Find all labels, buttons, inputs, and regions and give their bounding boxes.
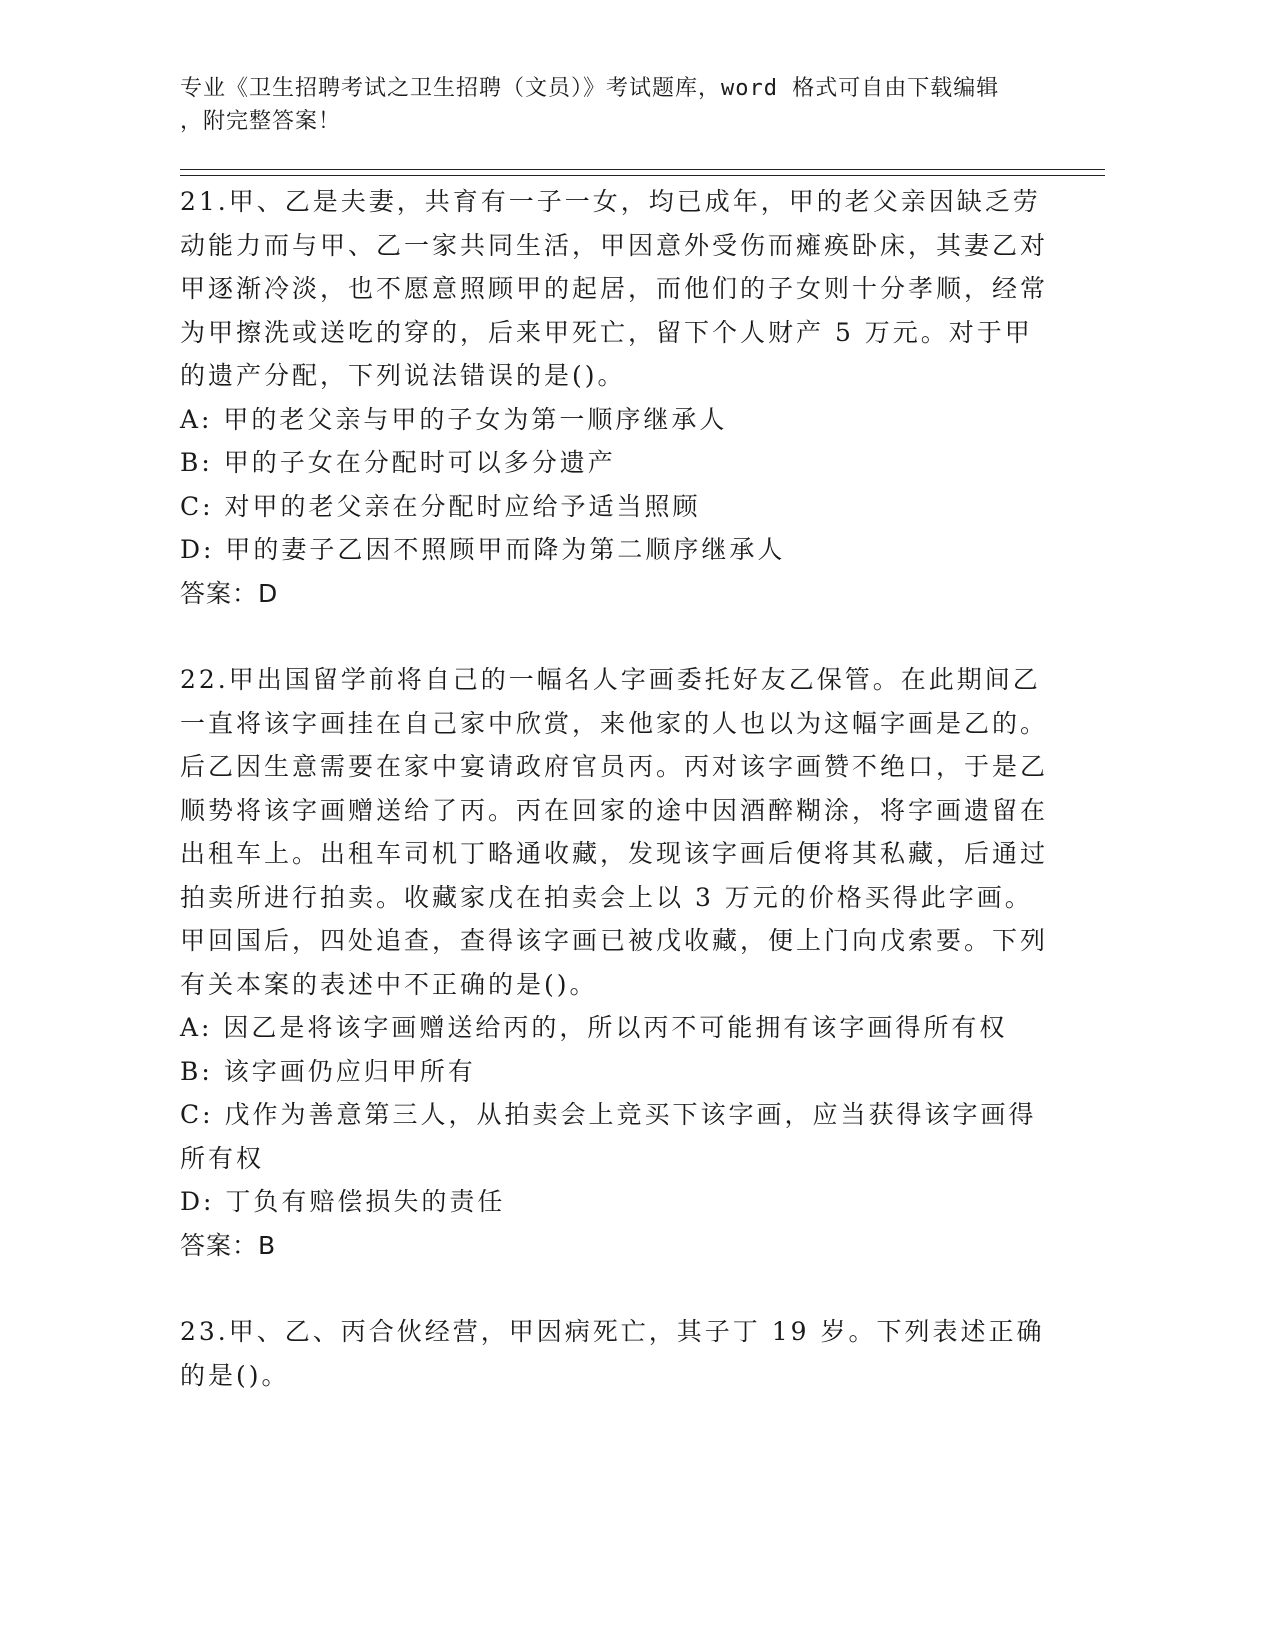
question-stem: 23.甲、乙、丙合伙经营，甲因病死亡，其子丁 19 岁。下列表述正确的是()。 [180, 1317, 1045, 1390]
option-c: C: 戊作为善意第三人，从拍卖会上竞买下该字画，应当获得该字画得所有权 [180, 1100, 1037, 1173]
option-a: A: 因乙是将该字画赠送给丙的，所以丙不可能拥有该字画得所有权 [180, 1013, 1008, 1042]
option-b: B: 该字画仍应归甲所有 [180, 1056, 476, 1086]
header-divider-bottom [180, 175, 1105, 176]
option-c: C: 对甲的老父亲在分配时应给予适当照顾 [180, 491, 701, 521]
answer-label: 答案：D [180, 578, 279, 608]
question-stem: 22.甲出国留学前将自己的一幅名人字画委托好友乙保管。在此期间乙一直将该字画挂在自己家中欣赏，来他家的人也以为这幅字画是乙的。后乙因生意需要在家中宴请政府官员丙。丙对该字画赞不绝口，于是乙顺势将该字画赠送给了丙。丙在回家的途中因酒醉糊涂，将字画遗留在出租车上。出租车司机丁略通收藏，发现该字画后便将其私藏，后通过拍卖所进行拍卖。收藏家戊在拍卖会上以 3 万元的价格买得此字画。甲回国后，四处追查，查得该字画已被戊收藏，便上门向戊索要。下列有关本案的表述中不正确的是()。 [180, 665, 1049, 999]
question-spacer [180, 1267, 1050, 1310]
question-stem: 21.甲、乙是夫妻，共育有一子一女，均已成年，甲的老父亲因缺乏劳动能力而与甲、乙一家共同生活，甲因意外受伤而瘫痪卧床，其妻乙对甲逐渐冷淡，也不愿意照顾甲的起居，而他们的子女则十分孝顺，经常为甲擦洗或送吃的穿的，后来甲死亡，留下个人财产 5 万元。对于甲的遗产分配，下列说法错误的是()。 [180, 187, 1049, 390]
question-list [180, 180, 1050, 1397]
intro-line-2: ，附完整答案！ [180, 109, 342, 134]
option-d: D: 甲的妻子乙因不照顾甲而降为第二顺序继承人 [180, 535, 786, 564]
option-b: B: 甲的子女在分配时可以多分遗产 [180, 448, 616, 477]
option-a: A: 甲的老父亲与甲的子女为第一顺序继承人 [180, 404, 728, 434]
answer-label: 答案：B [180, 1230, 277, 1260]
question-23 [180, 1310, 1050, 1397]
intro-line-1: 专业《卫生招聘考试之卫生招聘（文员）》考试题库，word 格式可自由下载编辑 [180, 76, 1000, 101]
question-22 [180, 658, 1050, 1267]
question-spacer [180, 615, 1050, 658]
option-d: D: 丁负有赔偿损失的责任 [180, 1187, 506, 1216]
header-divider-top [180, 169, 1105, 170]
document-intro [180, 72, 1040, 138]
question-21 [180, 180, 1050, 615]
